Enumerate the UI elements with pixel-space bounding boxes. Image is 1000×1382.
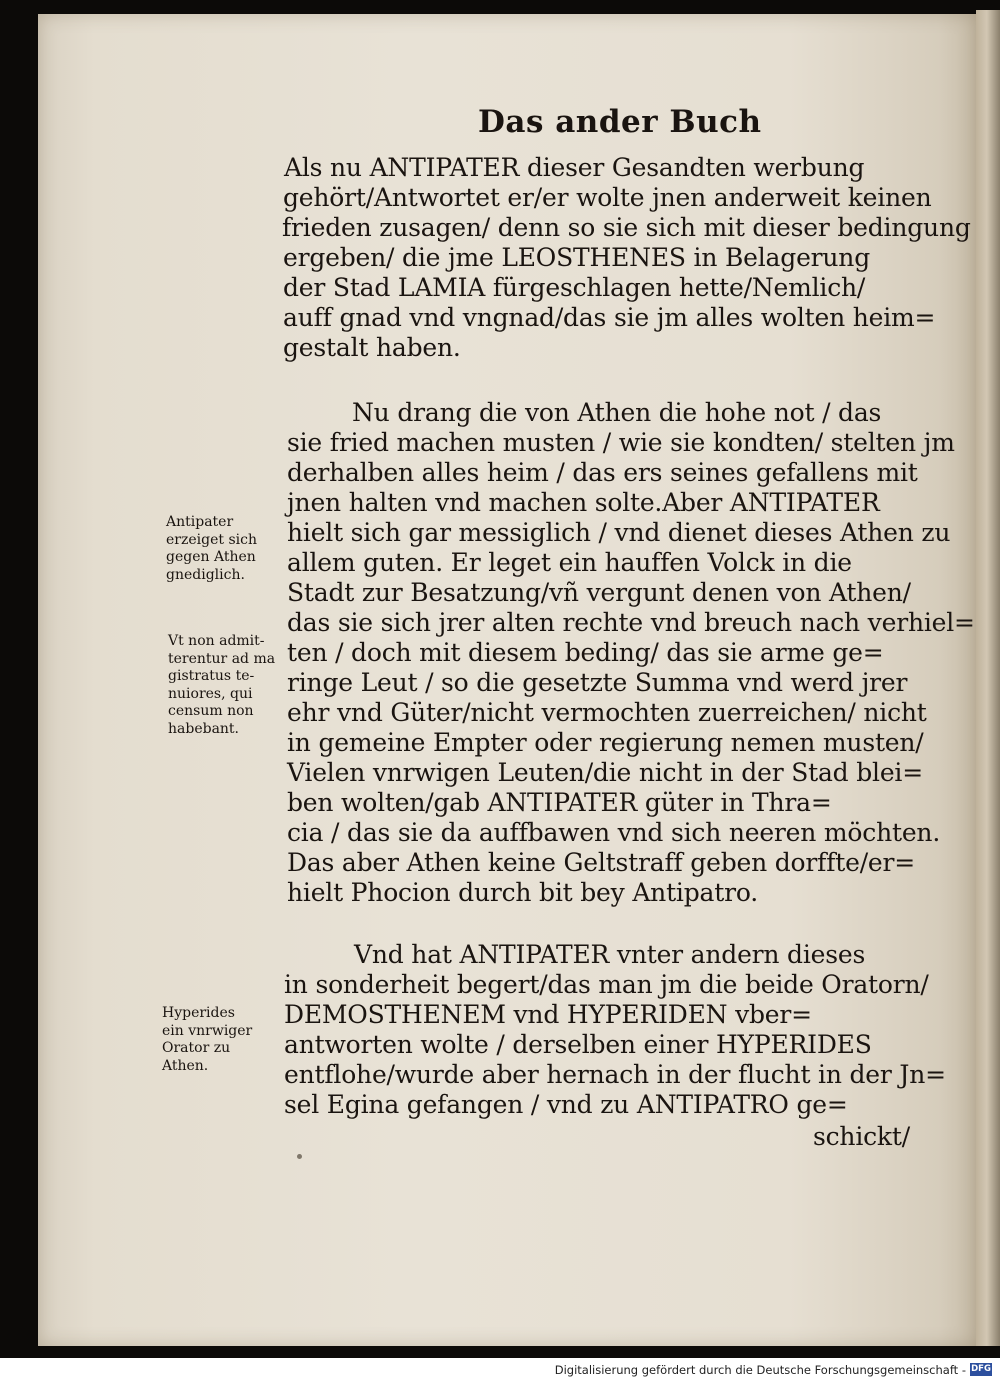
marginal-line: Orator zu	[162, 1040, 231, 1056]
marginal-line: erzeiget sich	[166, 531, 257, 548]
ink-speck	[297, 1154, 302, 1159]
text-line: gestalt haben.	[283, 333, 461, 362]
marginal-line: Vt non admit-	[168, 633, 265, 649]
marginal-note	[168, 633, 275, 738]
text-line: derhalben alles heim / das ers seines gefallens mit	[287, 458, 918, 487]
text-line: entflohe/wurde aber hernach in der flucht in der Jn=	[284, 1060, 946, 1089]
text-line: cia / das sie da auffbawen vnd sich neeren möchten.	[287, 818, 941, 847]
text-line: ringe Leut / so die gesetzte Summa vnd werd jrer	[287, 668, 908, 697]
text-line: ehr vnd Güter/nicht vermochten zuerreichen/ nicht	[287, 698, 927, 727]
text-line: ergeben/ die jme LEOSTHENES in Belagerung	[283, 243, 871, 272]
text-line: Stadt zur Besatzung/vñ vergunt denen von Athen/	[287, 578, 911, 607]
text-line: in gemeine Empter oder regierung nemen musten/	[287, 728, 924, 757]
marginal-line: Hyperides	[162, 1005, 235, 1021]
marginal-line: nuiores, qui	[168, 685, 253, 702]
text-line: Das aber Athen keine Geltstraff geben dorffte/er=	[287, 848, 916, 877]
scan-border	[0, 1346, 1000, 1358]
marginal-line: ein vnrwiger	[162, 1022, 253, 1039]
running-header: Das ander Buch	[478, 104, 762, 140]
marginal-line: gnediglich.	[166, 566, 245, 583]
marginal-line: Athen.	[162, 1057, 209, 1074]
text-line: der Stad LAMIA fürgeschlagen hette/Nemlich/	[283, 273, 866, 302]
marginal-line: Antipater	[166, 514, 234, 530]
text-line: hielt Phocion durch bit bey Antipatro.	[287, 878, 758, 907]
text-line: frieden zusagen/ denn so sie sich mit dieser bedingung	[282, 213, 971, 242]
text-line: hielt sich gar messiglich / vnd dienet dieses Athen zu	[287, 518, 951, 547]
text-line: Nu drang die von Athen die hohe not / das	[352, 398, 882, 427]
text-line: Als nu ANTIPATER dieser Gesandten werbung	[284, 153, 865, 182]
text-line: das sie sich jrer alten rechte vnd breuch nach verhiel=	[287, 608, 975, 637]
marginal-note	[162, 1005, 252, 1075]
text-line: schickt/	[813, 1122, 910, 1151]
text-line: Vielen vnrwigen Leuten/die nicht in der Stad blei=	[287, 758, 923, 787]
marginal-line: habebant.	[168, 720, 240, 737]
marginal-line: gistratus te-	[168, 668, 255, 684]
text-line: jnen halten vnd machen solte.Aber ANTIPATER	[287, 488, 880, 517]
text-line: in sonderheit begert/das man jm die beide Oratorn/	[284, 970, 929, 999]
text-line: Vnd hat ANTIPATER vnter andern dieses	[354, 940, 866, 969]
text-line: antworten wolte / derselben einer HYPERIDES	[284, 1030, 872, 1059]
funding-credit: Digitalisierung gefördert durch die Deutsche Forschungsgemeinschaft -	[554, 1363, 966, 1377]
text-line: allem guten. Er leget ein hauffen Volck in die	[287, 548, 852, 577]
marginal-line: censum non	[168, 703, 254, 719]
text-line: gehört/Antwortet er/er wolte jnen anderweit keinen	[283, 183, 932, 212]
marginal-note	[166, 514, 257, 584]
text-line: ten / doch mit diesem beding/ das sie arme ge=	[287, 638, 884, 667]
marginal-line: gegen Athen	[166, 549, 256, 565]
text-line: ben wolten/gab ANTIPATER güter in Thra=	[287, 788, 832, 817]
text-line: DEMOSTHENEM vnd HYPERIDEN vber=	[284, 1000, 812, 1029]
text-line: sie fried machen musten / wie sie kondten/ stelten jm	[287, 428, 955, 457]
dfg-logo-icon: DFG	[971, 1364, 991, 1374]
text-line: auff gnad vnd vngnad/das sie jm alles wolten heim=	[283, 303, 936, 332]
text-line: sel Egina gefangen / vnd zu ANTIPATRO ge=	[284, 1090, 848, 1119]
page-edge	[976, 10, 1000, 1350]
marginal-line: terentur ad ma	[168, 650, 276, 667]
